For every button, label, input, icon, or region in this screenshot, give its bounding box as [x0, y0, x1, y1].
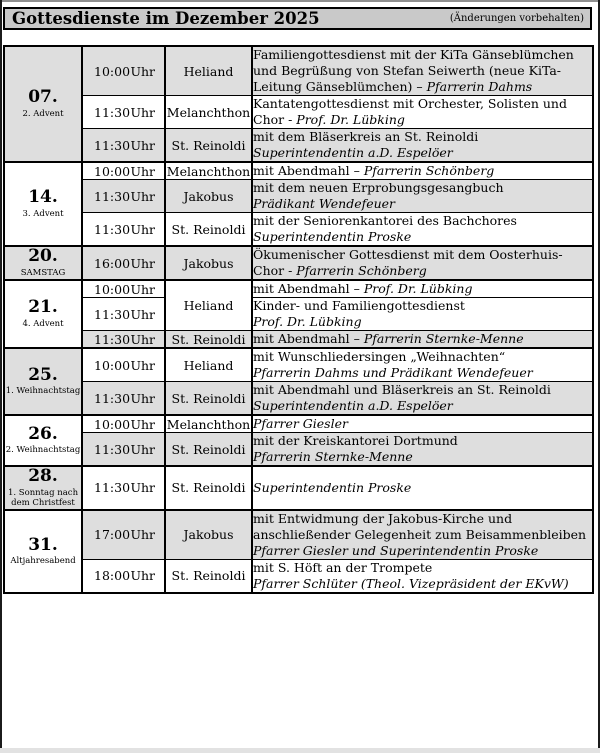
table-row	[4, 213, 593, 247]
time-unit: Uhr	[130, 137, 155, 153]
description-cell	[252, 213, 593, 247]
table-row	[4, 331, 593, 349]
time-value: 11:30	[94, 104, 131, 120]
time-wrap	[83, 568, 164, 583]
time-unit: Uhr	[130, 306, 155, 322]
time-unit: Uhr	[130, 188, 155, 204]
page-top-edge	[0, 0, 600, 2]
person-name: Pfarrerin Schönberg	[363, 163, 495, 178]
person-name: Superintendentin a.D. Espelöer	[253, 145, 453, 160]
date-label: SAMSTAG	[20, 267, 66, 278]
description-cell	[252, 415, 593, 433]
time-value: 11:30	[94, 221, 131, 237]
date-label: 4. Advent	[22, 318, 64, 329]
church-cell: St. Reinoldi	[165, 433, 252, 467]
table-row	[4, 466, 593, 510]
description-cell	[252, 162, 593, 180]
table-row	[4, 510, 593, 560]
time-value: 11:30	[94, 390, 131, 406]
time-cell	[82, 466, 165, 510]
person-name: Pfarrer Giesler	[253, 416, 348, 431]
description-cell	[252, 96, 593, 129]
person-name: Pfarrerin Dahms	[426, 79, 533, 94]
time-value: 11:30	[94, 137, 131, 153]
church-cell: St. Reinoldi	[165, 466, 252, 510]
time-wrap	[83, 164, 164, 179]
description-text: mit S. Höft an der Trompete	[253, 559, 433, 575]
time-wrap	[83, 64, 164, 79]
time-cell	[82, 213, 165, 247]
time-wrap	[83, 222, 164, 237]
time-value: 11:30	[94, 188, 131, 204]
church-cell: St. Reinoldi	[165, 382, 252, 416]
time-value: 11:30	[94, 480, 131, 496]
time-wrap	[83, 332, 164, 347]
description-cell	[252, 510, 593, 560]
time-cell	[82, 415, 165, 433]
time-value: 10:00	[94, 416, 131, 432]
church-cell: Heliand	[165, 280, 252, 331]
time-unit: Uhr	[130, 331, 155, 347]
description-text: mit dem Bläserkreis an St. Reinoldi	[253, 129, 479, 144]
time-value: 10:00	[94, 163, 131, 179]
time-unit: Uhr	[130, 104, 155, 120]
header-bar	[3, 7, 592, 30]
services-table-body	[4, 46, 593, 593]
description-cell	[252, 559, 593, 593]
description-cell	[252, 298, 593, 331]
header-note: (Änderungen vorbehalten)	[449, 13, 584, 24]
church-cell: Heliand	[165, 348, 252, 382]
date-number: 14.	[28, 187, 58, 208]
time-cell	[82, 180, 165, 213]
date-label: Altjahresabend	[10, 556, 76, 567]
table-row	[4, 298, 593, 331]
description-cell	[252, 129, 593, 163]
time-wrap	[83, 417, 164, 432]
description-cell	[252, 180, 593, 213]
time-value: 11:30	[94, 331, 131, 347]
time-value: 11:30	[94, 306, 131, 322]
time-value: 10:00	[94, 281, 131, 297]
description-text: mit Abendmahl –	[253, 281, 364, 296]
date-cell	[4, 162, 82, 246]
table-row	[4, 433, 593, 467]
time-wrap	[83, 391, 164, 406]
time-cell	[82, 246, 165, 280]
time-unit: Uhr	[130, 281, 155, 297]
church-cell: St. Reinoldi	[165, 213, 252, 247]
date-label: 1. Sonntag nach dem Christfest	[7, 487, 79, 509]
table-row	[4, 180, 593, 213]
time-unit: Uhr	[130, 63, 155, 79]
table-row	[4, 46, 593, 96]
date-label: 1. Weihnachtstag	[5, 386, 81, 397]
time-unit: Uhr	[130, 357, 155, 373]
description-text: mit Abendmahl –	[253, 163, 364, 178]
date-cell	[4, 280, 82, 348]
time-unit: Uhr	[130, 163, 155, 179]
date-number: 20.	[28, 246, 58, 267]
date-cell	[4, 466, 82, 510]
description-cell	[252, 382, 593, 416]
church-cell: St. Reinoldi	[165, 559, 252, 593]
person-name: Pfarrerin Sternke-Menne	[253, 449, 413, 464]
time-unit: Uhr	[130, 527, 155, 543]
time-cell	[82, 559, 165, 593]
church-cell: Melanchthon	[166, 163, 251, 179]
page-bottom-edge	[0, 748, 600, 753]
time-wrap	[83, 480, 164, 495]
time-cell	[82, 331, 165, 349]
description-text: Ökumenischer Gottesdienst mit dem Oosterhuis-Chor -	[253, 247, 563, 278]
person-name: Prof. Dr. Lübking	[363, 281, 473, 296]
date-number: 28.	[28, 466, 58, 486]
table-row	[4, 246, 593, 280]
person-name: Pfarrerin Schönberg	[296, 263, 427, 278]
time-cell	[82, 280, 165, 298]
time-unit: Uhr	[130, 221, 155, 237]
date-cell	[4, 348, 82, 415]
date-cell	[4, 246, 82, 280]
time-wrap	[83, 189, 164, 204]
time-cell	[82, 162, 165, 180]
date-number: 25.	[28, 364, 58, 385]
time-cell	[82, 382, 165, 416]
description-text: Kantatengottesdienst mit Orchester, Solisten und Chor -	[253, 96, 567, 127]
description-text: Kinder- und Familiengottesdienst	[253, 298, 465, 313]
description-text: Familiengottesdienst mit der KiTa Gänseblümchen und Begrüßung von Stefan Seiwerth (neue KiTa-Leitung Gänseblümchen) –	[253, 47, 574, 94]
table-row	[4, 415, 593, 433]
date-number: 21.	[28, 297, 58, 318]
description-text: mit Abendmahl und Bläserkreis an St. Reinoldi	[253, 382, 551, 397]
time-wrap	[83, 358, 164, 373]
church-cell: St. Reinoldi	[165, 331, 252, 349]
church-cell: Jakobus	[165, 510, 252, 560]
description-text: mit Wunschliedersingen „Weihnachten“	[253, 349, 506, 364]
date-label: 2. Weihnachtstag	[5, 445, 81, 456]
church-cell: Jakobus	[165, 180, 252, 213]
time-wrap	[83, 282, 164, 297]
time-cell	[82, 510, 165, 560]
description-cell	[252, 348, 593, 382]
description-text: mit Entwidmung der Jakobus-Kirche und anschließender Gelegenheit zum Beisammenbleiben	[253, 510, 587, 542]
date-cell	[4, 46, 82, 162]
date-number: 31.	[28, 534, 58, 555]
description-cell	[252, 331, 593, 349]
person-name: Prädikant Wendefeuer	[253, 196, 396, 211]
church-cell: Heliand	[165, 46, 252, 96]
time-cell	[82, 129, 165, 163]
time-cell	[82, 96, 165, 129]
time-wrap	[83, 138, 164, 153]
description-cell	[252, 466, 593, 510]
person-name: Superintendentin Proske	[253, 229, 412, 244]
time-value: 16:00	[94, 255, 131, 271]
description-cell	[252, 433, 593, 467]
time-cell	[82, 433, 165, 467]
description-text: mit der Kreiskantorei Dortmund	[253, 433, 458, 448]
time-unit: Uhr	[130, 416, 155, 432]
time-unit: Uhr	[130, 255, 155, 271]
services-table	[3, 45, 594, 594]
time-cell	[82, 348, 165, 382]
page-left-edge	[0, 0, 2, 753]
table-row	[4, 96, 593, 129]
church-cell: Melanchthon	[166, 416, 251, 432]
time-value: 11:30	[94, 441, 131, 457]
table-row	[4, 382, 593, 416]
person-name: Pfarrer Giesler und Superintendentin Proske	[253, 542, 539, 558]
time-unit: Uhr	[130, 441, 155, 457]
date-label: 3. Advent	[22, 208, 64, 219]
person-name: Pfarrer Schlüter (Theol. Vizepräsident der EKvW)	[253, 575, 569, 591]
time-unit: Uhr	[130, 390, 155, 406]
description-text: mit dem neuen Erprobungsgesangbuch	[253, 180, 504, 195]
time-wrap	[83, 256, 164, 271]
church-cell: Jakobus	[165, 246, 252, 280]
time-wrap	[83, 442, 164, 457]
person-name: Prof. Dr. Lübking	[296, 112, 405, 127]
date-cell	[4, 510, 82, 593]
church-cell: St. Reinoldi	[165, 129, 252, 163]
time-value: 17:00	[94, 527, 131, 543]
description-text: mit Abendmahl –	[253, 331, 364, 346]
time-wrap	[83, 307, 164, 322]
table-row	[4, 280, 593, 298]
description-text: mit der Seniorenkantorei des Bachchores	[253, 213, 517, 228]
table-row	[4, 162, 593, 180]
date-number: 26.	[28, 423, 58, 444]
person-name: Pfarrerin Sternke-Menne	[363, 331, 524, 346]
table-row	[4, 129, 593, 163]
time-wrap	[83, 527, 164, 542]
table-row	[4, 348, 593, 382]
description-cell	[252, 246, 593, 280]
date-cell	[4, 415, 82, 466]
description-cell	[252, 46, 593, 96]
time-value: 18:00	[94, 568, 131, 584]
time-value: 10:00	[94, 63, 131, 79]
table-row	[4, 559, 593, 593]
time-wrap	[83, 105, 164, 120]
time-unit: Uhr	[130, 568, 155, 584]
person-name: Superintendentin a.D. Espelöer	[253, 398, 453, 413]
time-value: 10:00	[94, 357, 131, 373]
time-cell	[82, 298, 165, 331]
church-cell: Melanchthon	[165, 96, 252, 129]
person-name: Pfarrerin Dahms und Prädikant Wendefeuer	[253, 365, 533, 380]
date-label: 2. Advent	[22, 108, 64, 119]
time-unit: Uhr	[130, 480, 155, 496]
description-cell	[252, 280, 593, 298]
page-title: Gottesdienste im Dezember 2025	[12, 9, 320, 28]
person-name: Superintendentin Proske	[253, 479, 412, 495]
time-cell	[82, 46, 165, 96]
person-name: Prof. Dr. Lübking	[253, 314, 362, 329]
date-number: 07.	[28, 87, 58, 108]
